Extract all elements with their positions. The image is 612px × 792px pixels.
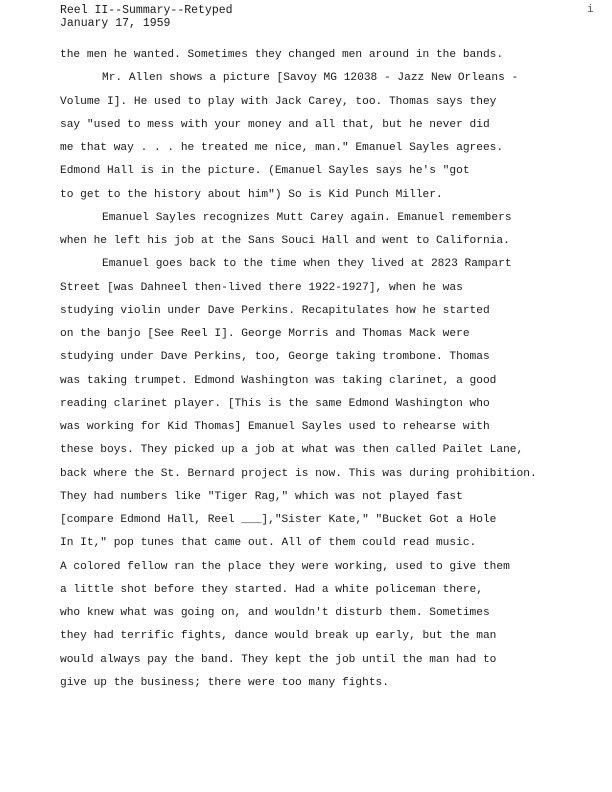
text-line: Street [was Dahneel then-lived there 1922-1927], when he was bbox=[60, 281, 463, 294]
text-line: me that way . . . he treated me nice, man." Emanuel Sayles agrees. bbox=[60, 142, 504, 154]
text-line: Edmond Hall is in the picture. (Emanuel Sayles says he's "got bbox=[60, 165, 470, 178]
text-line: a little shot before they started. Had a white policeman there, bbox=[60, 583, 483, 596]
text-line: studying violin under Dave Perkins. Recapitulates how he started bbox=[60, 304, 490, 317]
text-line: to get to the history about him") So is Kid Punch Miller. bbox=[60, 188, 443, 201]
text-line: say "used to mess with your money and all that, but he never did bbox=[60, 118, 490, 131]
text-line: [compare Edmond Hall, Reel ___],"Sister Kate," "Bucket Got a Hole bbox=[60, 514, 497, 526]
document-body bbox=[60, 44, 560, 695]
text-line: the men he wanted. Sometimes they changed men around in the bands. bbox=[60, 49, 504, 61]
header-date: January 17, 1959 bbox=[60, 17, 171, 30]
text-line: In It," pop tunes that came out. All of them could read music. bbox=[60, 537, 477, 550]
text-line: Emanuel Sayles recognizes Mutt Carey again. Emanuel remembers bbox=[102, 211, 512, 224]
text-line: reading clarinet player. [This is the same Edmond Washington who bbox=[60, 397, 490, 410]
page-header bbox=[60, 4, 233, 30]
header-title: Reel II--Summary--Retyped bbox=[60, 4, 233, 17]
text-line: studying under Dave Perkins, too, George taking trombone. Thomas bbox=[60, 351, 490, 364]
text-line: who knew what was going on, and wouldn't disturb them. Sometimes bbox=[60, 607, 490, 619]
text-line: back where the St. Bernard project is now. This was during prohibition. bbox=[60, 467, 537, 480]
text-line: give up the business; there were too many fights. bbox=[60, 676, 389, 689]
text-line: A colored fellow ran the place they were working, used to give them bbox=[60, 560, 510, 573]
text-line: Volume I]. He used to play with Jack Carey, too. Thomas says they bbox=[60, 95, 497, 108]
text-line: would always pay the band. They kept the job until the man had to bbox=[60, 653, 497, 666]
text-line: They had numbers like "Tiger Rag," which was not played fast bbox=[60, 490, 463, 503]
text-line: was working for Kid Thomas] Emanuel Sayles used to rehearse with bbox=[60, 421, 490, 433]
text-line: they had terrific fights, dance would break up early, but the man bbox=[60, 630, 497, 643]
text-line: was taking trumpet. Edmond Washington was taking clarinet, a good bbox=[60, 374, 497, 387]
text-line: these boys. They picked up a job at what was then called Pailet Lane, bbox=[60, 444, 524, 457]
text-line: when he left his job at the Sans Souci Hall and went to California. bbox=[60, 235, 510, 247]
text-line: Mr. Allen shows a picture [Savoy MG 12038 - Jazz New Orleans - bbox=[102, 72, 519, 85]
text-line: on the banjo [See Reel I]. George Morris and Thomas Mack were bbox=[60, 328, 470, 340]
corner-mark: i bbox=[587, 4, 594, 16]
text-line: Emanuel goes back to the time when they lived at 2823 Rampart bbox=[102, 258, 512, 271]
